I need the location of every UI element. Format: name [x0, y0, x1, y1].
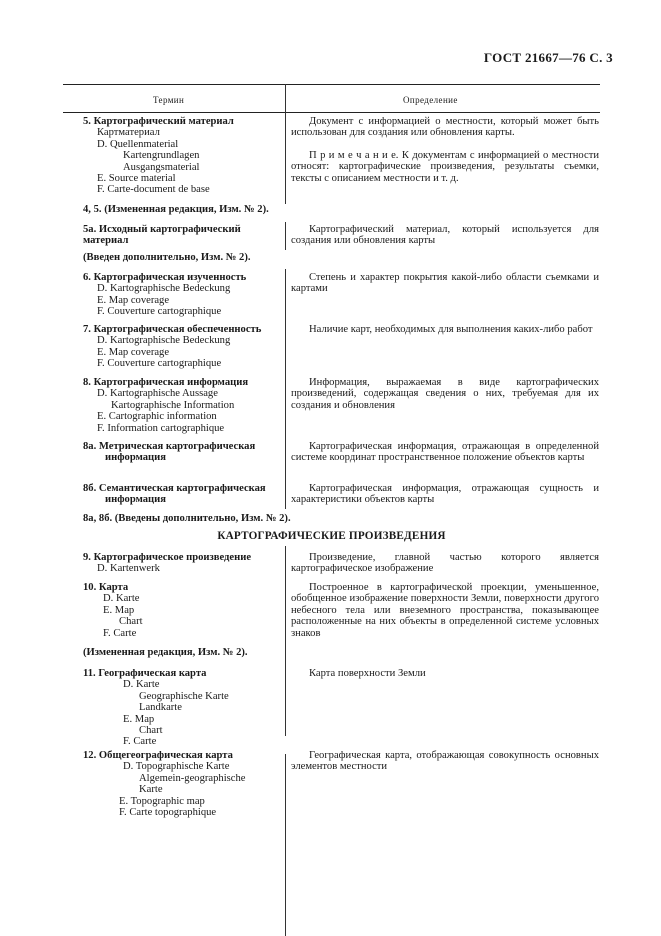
term-line: Chart [139, 725, 163, 737]
term-line: Ausgangsmaterial [123, 161, 200, 173]
term-line: F. Couverture cartographique [97, 306, 222, 318]
term-line: Chart [119, 616, 143, 628]
term-line: Картографическая информация [93, 377, 249, 388]
term-line: E. Map [103, 604, 135, 616]
term-line: F. Couverture cartographique [97, 358, 222, 370]
term-line: Географическая карта [98, 668, 207, 679]
term-line: 5а. [83, 224, 97, 235]
definition-10: Построенное в картографической проекции, уменьшенное, обобщенное изображение поверхности Земли, поверхности другого небесного тела или внеземного пространства, показывающее расположенные на них объекты в определенной системе условных знаков [291, 582, 599, 639]
term-line: F. Carte [123, 736, 157, 748]
term-entry-5 [83, 116, 283, 196]
term-line: D. Kartographische Bedeckung [97, 283, 231, 295]
term-line: Kartengrundlagen [123, 150, 200, 162]
term-line: E. Cartographic information [97, 411, 217, 423]
term-line: 5. [83, 116, 91, 127]
term-entry-6 [83, 272, 283, 318]
term-line: 10. [83, 582, 97, 593]
definition-6: Степень и характер покрытия какой-либо области съемками и картами [291, 272, 599, 295]
column-divider [285, 546, 286, 736]
term-entry-12 [83, 750, 283, 818]
column-divider [285, 754, 286, 936]
definition-5a: Картографический материал, который используется для создания или обновления карты [291, 224, 599, 247]
term-line: 8б. [83, 483, 97, 494]
term-line: D. Karte [123, 679, 160, 691]
term-line: D. Kartographische Bedeckung [97, 335, 231, 347]
term-line: D. Quellenmaterial [97, 138, 179, 150]
term-line: Landkarte [139, 702, 182, 714]
column-header-definition: Определение [403, 95, 458, 105]
term-line: F. Information cartographique [97, 422, 225, 434]
term-line: Общегеографическая карта [98, 750, 233, 761]
term-line: Geographische Karte [139, 690, 229, 702]
term-line: Картографическая обеспеченность [93, 324, 262, 335]
term-line: 11. [83, 668, 96, 679]
column-divider-header [285, 84, 286, 112]
term-line: 6. [83, 272, 91, 283]
amendment-note: 4, 5. (Измененная редакция, Изм. № 2). [83, 204, 269, 215]
term-entry-11 [83, 668, 283, 748]
term-title [83, 116, 283, 127]
definition-5-note: П р и м е ч а н и е. К документам с информацией о местности относят: картографические произведения, результаты съемки, тексты с описанием местности и т. д. [291, 150, 599, 184]
definition-8b: Картографическая информация, отражающая сущность и характеристики объектов карты [291, 483, 599, 506]
term-line: Картматериал [97, 127, 160, 139]
term-entry-7 [83, 324, 283, 370]
term-line: Картографическая изученность [93, 272, 247, 283]
term-line: D. Kartenwerk [97, 563, 160, 575]
column-divider [285, 269, 286, 509]
term-entry-8a [83, 441, 268, 464]
term-line: F. Carte [103, 627, 137, 639]
term-line: E. Source material [97, 173, 176, 185]
terms-table [63, 84, 600, 936]
term-line: 9. [83, 552, 91, 563]
term-line: D. Kartographische Aussage [97, 388, 218, 400]
term-line: E. Topographic map [119, 795, 205, 807]
term-line: E. Map coverage [97, 346, 170, 358]
definition-11: Карта поверхности Земли [309, 668, 426, 679]
term-entry-10 [83, 582, 283, 639]
term-line: D. Karte [103, 593, 140, 605]
term-line: Algemein-geographische [139, 772, 246, 784]
amendment-note: 8а, 8б. (Введены дополнительно, Изм. № 2). [83, 513, 291, 524]
term-line: 12. [83, 750, 97, 761]
term-line: Kartographische Information [111, 399, 235, 411]
column-divider [285, 222, 286, 250]
amendment-note: (Измененная редакция, Изм. № 2). [83, 647, 248, 658]
term-line: E. Map coverage [97, 294, 170, 306]
term-line: Метрическая картографическая информация [98, 441, 256, 464]
definition-5: Документ с информацией о местности, который может быть использован для создания или обновления карты. [291, 116, 599, 139]
definition-8: Информация, выражаемая в виде картографических произведений, содержащая сведения о них, требуемая для их создания и обновления [291, 377, 599, 411]
term-line: Картографическое произведение [93, 552, 252, 563]
term-line: 8. [83, 377, 91, 388]
term-line: Картографический материал [93, 116, 234, 127]
section-heading: КАРТОГРАФИЧЕСКИЕ ПРОИЗВЕДЕНИЯ [217, 530, 446, 542]
term-line: E. Map [123, 713, 155, 725]
definition-9: Произведение, главной частью которого является картографическое изображение [291, 552, 599, 575]
page-header: ГОСТ 21667—76 С. 3 [483, 50, 613, 65]
amendment-note: (Введен дополнительно, Изм. № 2). [83, 252, 251, 263]
definition-12: Географическая карта, отображающая совокупность основных элементов местности [291, 750, 599, 773]
term-line: 7. [83, 324, 91, 335]
term-line: Семантическая картографическая информация [98, 483, 266, 506]
column-divider [285, 112, 286, 204]
table-top-rule [63, 84, 600, 85]
term-line: 8а. [83, 441, 97, 452]
term-line: F. Carte topographique [119, 807, 217, 819]
term-entry-8 [83, 377, 283, 434]
definition-8a: Картографическая информация, отражающая в определенной системе координат пространственное положение объектов карты [291, 441, 599, 464]
term-entry-8b [83, 483, 268, 506]
term-entry-5a [83, 224, 283, 247]
term-line: Исходный картографический материал [83, 224, 241, 247]
term-entry-9 [83, 552, 283, 575]
table-header-rule [63, 112, 600, 113]
term-line: D. Topographische Karte [123, 761, 230, 773]
term-line: Karte [139, 784, 163, 796]
term-line: F. Carte-document de base [97, 184, 210, 196]
term-line: Карта [98, 582, 129, 593]
definition-7: Наличие карт, необходимых для выполнения каких-либо работ [309, 324, 593, 335]
column-header-term: Термин [153, 95, 185, 105]
